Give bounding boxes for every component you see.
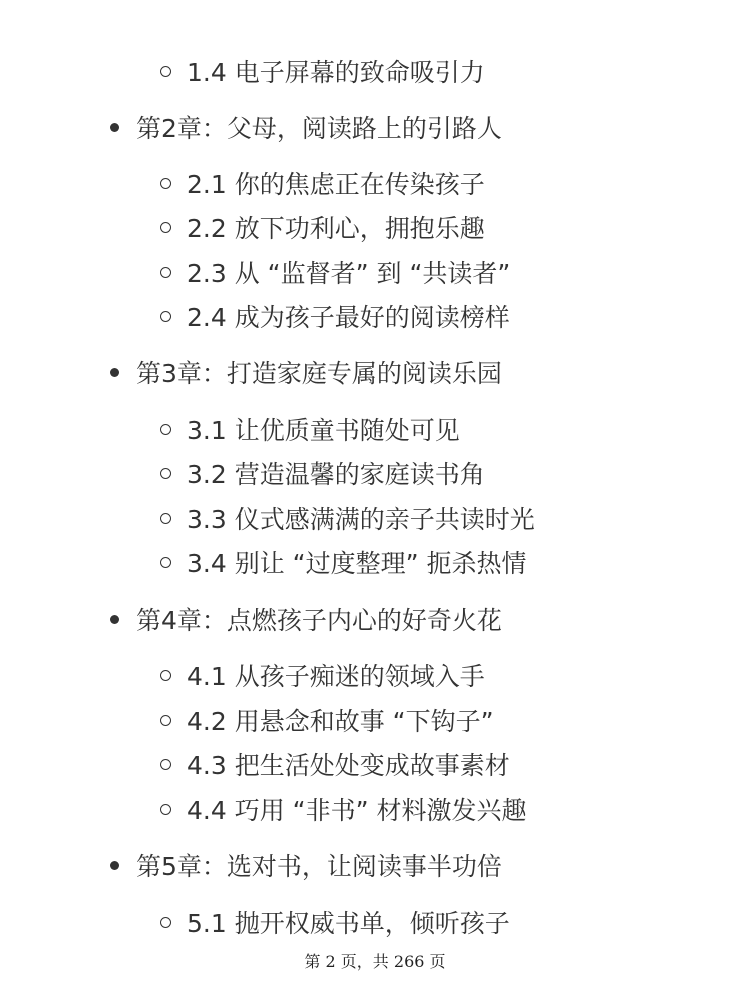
hollow-bullet-icon [160,917,171,928]
toc-chapter-item [110,846,502,886]
hollow-bullet-icon [160,178,171,189]
toc-item-label: 2.3 从 “监督者” 到 “共读者” [187,259,511,288]
toc-section-item [160,543,527,583]
toc-item-label: 4.2 用悬念和故事 “下钩子” [187,707,494,736]
toc-section-item [160,52,485,92]
toc-item-label: 第2章：父母，阅读路上的引路人 [136,114,502,143]
toc-section-item [160,499,535,539]
toc-chapter-item [110,353,502,393]
toc-section-item [160,701,494,741]
toc-section-item [160,454,485,494]
toc-item-label: 第5章：选对书，让阅读事半功倍 [136,852,502,881]
toc-section-item [160,745,510,785]
toc-section-item [160,903,510,943]
filled-bullet-icon [110,123,119,132]
toc-item-label: 3.3 仪式感满满的亲子共读时光 [187,505,535,534]
filled-bullet-icon [110,368,119,377]
hollow-bullet-icon [160,557,171,568]
hollow-bullet-icon [160,759,171,770]
hollow-bullet-icon [160,267,171,278]
hollow-bullet-icon [160,222,171,233]
toc-section-item [160,208,485,248]
hollow-bullet-icon [160,670,171,681]
page-footer: 第 2 页，共 266 页 [304,952,446,971]
filled-bullet-icon [110,615,119,624]
toc-chapter-item [110,108,502,148]
toc-item-label: 第3章：打造家庭专属的阅读乐园 [136,359,502,388]
toc-section-item [160,790,527,830]
toc-item-label: 4.4 巧用 “非书” 材料激发兴趣 [187,796,527,825]
hollow-bullet-icon [160,424,171,435]
toc-item-label: 第4章：点燃孩子内心的好奇火花 [136,606,502,635]
hollow-bullet-icon [160,804,171,815]
toc-section-item [160,656,485,696]
hollow-bullet-icon [160,311,171,322]
hollow-bullet-icon [160,66,171,77]
toc-item-label: 1.4 电子屏幕的致命吸引力 [187,58,485,87]
toc-section-item [160,410,460,450]
hollow-bullet-icon [160,468,171,479]
toc-section-item [160,164,485,204]
hollow-bullet-icon [160,513,171,524]
toc-item-label: 3.4 别让 “过度整理” 扼杀热情 [187,549,527,578]
toc-item-label: 2.1 你的焦虑正在传染孩子 [187,170,485,199]
toc-item-label: 4.1 从孩子痴迷的领域入手 [187,662,485,691]
toc-item-label: 4.3 把生活处处变成故事素材 [187,751,510,780]
toc-item-label: 2.4 成为孩子最好的阅读榜样 [187,303,510,332]
toc-item-label: 3.2 营造温馨的家庭读书角 [187,460,485,489]
toc-section-item [160,253,510,293]
hollow-bullet-icon [160,715,171,726]
filled-bullet-icon [110,861,119,870]
toc-chapter-item [110,600,502,640]
toc-item-label: 3.1 让优质童书随处可见 [187,416,460,445]
toc-section-item [160,297,510,337]
toc-item-label: 2.2 放下功利心，拥抱乐趣 [187,214,485,243]
toc-item-label: 5.1 抛开权威书单，倾听孩子 [187,909,510,938]
